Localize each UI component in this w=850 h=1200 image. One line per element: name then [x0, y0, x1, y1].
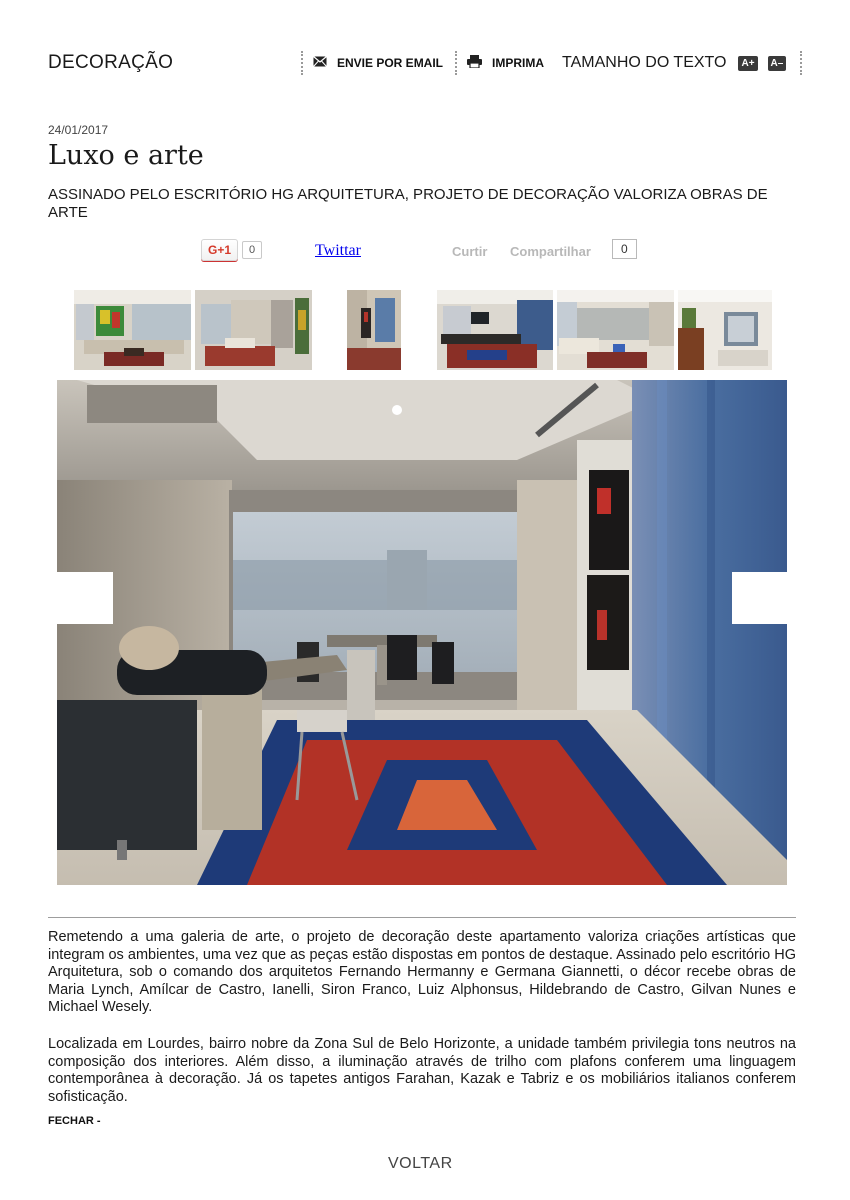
- gallery-thumbnail[interactable]: [347, 290, 401, 370]
- gallery-thumbnail[interactable]: [437, 290, 553, 370]
- gplus-count: 0: [242, 241, 262, 259]
- back-link[interactable]: VOLTAR: [388, 1155, 453, 1172]
- close-link[interactable]: FECHAR -: [48, 1115, 101, 1127]
- article-paragraph: Localizada em Lourdes, bairro nobre da Zona Sul de Belo Horizonte, a unidade também privilegia tons neutros na composição dos interiores. Além disso, a iluminação através de trilho com plafons conferem uma linguagem contemporânea à decoração. Já os tapetes antigos Farahan, Kazak e Tabriz e os mobiliários italianos conferem sofisticação.: [48, 1036, 796, 1105]
- text-size-label: TAMANHO DO TEXTO: [562, 54, 727, 71]
- decrease-text-button[interactable]: A–: [768, 56, 787, 71]
- toolbar-divider: [455, 51, 457, 75]
- previous-photo-button[interactable]: [57, 572, 113, 624]
- toolbar-divider: [301, 51, 303, 75]
- twitter-link[interactable]: Twittar: [315, 242, 361, 259]
- facebook-share-count: 0: [612, 239, 637, 259]
- article-date: 24/01/2017: [48, 123, 109, 137]
- article-toolbar: [295, 50, 808, 76]
- gallery-thumbnail[interactable]: [74, 290, 191, 370]
- gallery-thumbnail[interactable]: [557, 290, 674, 370]
- print-button[interactable]: [463, 55, 544, 71]
- gallery-thumbnail[interactable]: [195, 290, 312, 370]
- email-label: ENVIE POR EMAIL: [337, 56, 444, 70]
- increase-text-button[interactable]: A+: [738, 56, 757, 71]
- article-subtitle: ASSINADO PELO ESCRITÓRIO HG ARQUITETURA, PROJETO DE DECORAÇÃO VALORIZA OBRAS DE ARTE: [48, 186, 768, 221]
- email-button[interactable]: [309, 56, 443, 70]
- divider: [48, 917, 796, 918]
- envelope-icon: [313, 56, 327, 70]
- toolbar-divider: [800, 51, 802, 75]
- next-photo-button[interactable]: [732, 572, 788, 624]
- gplus-button[interactable]: G+1: [201, 239, 238, 261]
- section-title: DECORAÇÃO: [48, 52, 174, 73]
- article-title: Luxo e arte: [48, 140, 204, 171]
- article-paragraph: Remetendo a uma galeria de arte, o projeto de decoração deste apartamento valoriza criações artísticas que integram os ambientes, uma vez que as peças estão dispostas em pontos de destaque. Assinado pelo escritório HG Arquitetura, sob o comando dos arquitetos Fernando Hermanny e Germana Giannetti, o décor recebe obras de Maria Lynch, Amílcar de Castro, Ianelli, Siron Franco, Luiz Alphonsus, Hildebrando de Castro, Gilvan Nunes e Michael Wesely.: [48, 929, 796, 1016]
- main-photo: [57, 380, 787, 885]
- gplus-widget: [201, 239, 262, 261]
- gallery-thumbnail[interactable]: [678, 290, 772, 370]
- print-label: IMPRIMA: [492, 56, 545, 70]
- facebook-like-button[interactable]: Curtir: [452, 244, 488, 259]
- printer-icon: [467, 55, 482, 71]
- facebook-share-button[interactable]: Compartilhar: [510, 244, 591, 259]
